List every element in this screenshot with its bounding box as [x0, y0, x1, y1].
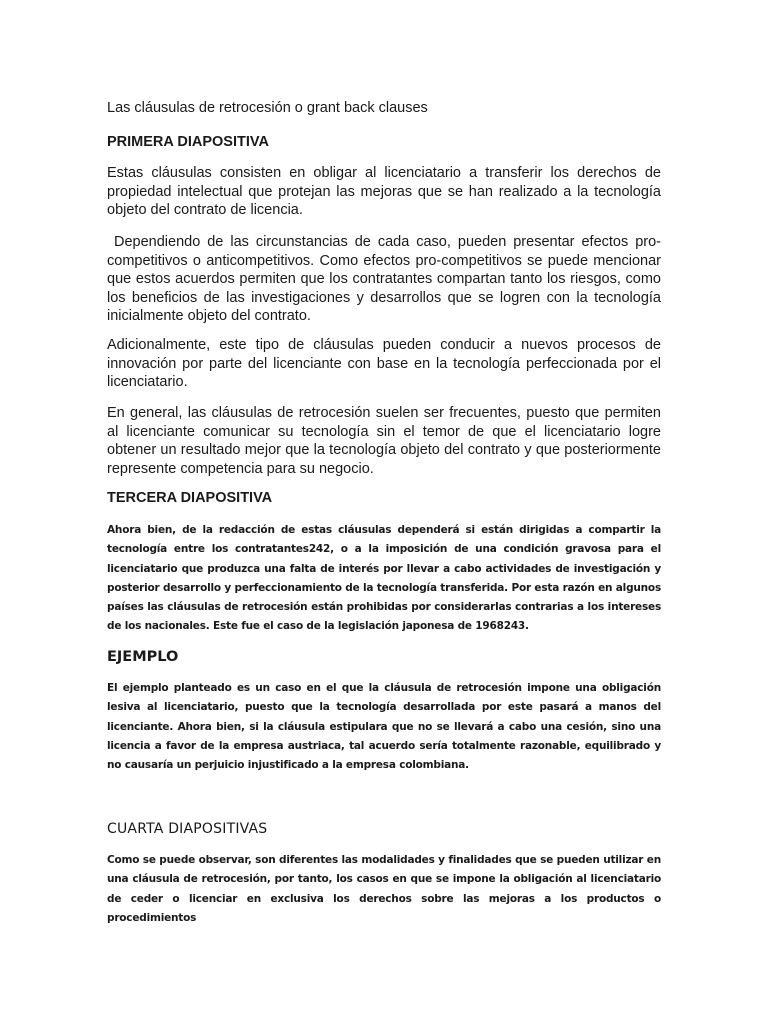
paragraph-primera-2: Dependiendo de las circunstancias de cada caso, pueden presentar efectos pro-competitivos o anticompetitivos. Como efectos pro-competitivos se puede mencionar que estos acuerdos permiten que los contratantes compartan tanto los riesgos, como los beneficios de las investigaciones y desarrollos que se logren con la tecnología inicialmente objeto del contrato. — [107, 234, 666, 324]
heading-cuarta-diapositivas: CUARTA DIAPOSITIVAS — [107, 821, 268, 837]
heading-tercera-diapositiva: TERCERA DIAPOSITIVA — [107, 490, 273, 506]
paragraph-primera-4: En general, las cláusulas de retrocesión suelen ser frecuentes, puesto que permiten al licenciante comunicar su tecnología sin el temor de que el licenciatario logre obtener un resultado mejor que la tecnología objeto del contrato y que posteriormente represente competencia para su negocio. — [107, 405, 661, 477]
paragraph-primera-1: Estas cláusulas consisten en obligar al licenciatario a transferir los derechos de propiedad intelectual que protejan las mejoras que se han realizado a la tecnología objeto del contrato de licencia. — [107, 165, 661, 218]
paragraph-cuarta-1: Como se puede observar, son diferentes las modalidades y finalidades que se pueden utilizar en una cláusula de retrocesión, por tanto, los casos en que se impone la obligación al licenciatario de ceder o licenciar en exclusiva los derechos sobre las mejoras a los productos o procedimientos — [107, 854, 661, 924]
paragraph-ejemplo-1: El ejemplo planteado es un caso en el que la cláusula de retrocesión impone una obligación lesiva al licenciatario, puesto que la tecnología desarrollada por este pasará a manos del licenciante. Ahora bien, si la cláusula estipulara que no se llevará a cabo una cesión, sino una licencia a favor de la empresa austriaca, tal acuerdo sería totalmente razonable, equilibrado y no causaría un perjuicio injustificado a la empresa colombiana. — [107, 682, 661, 772]
paragraph-primera-3: Adicionalmente, este tipo de cláusulas pueden conducir a nuevos procesos de innovación por parte del licenciante con base en la tecnología perfeccionada por el licenciatario. — [107, 337, 661, 390]
heading-primera-diapositiva: PRIMERA DIAPOSITIVA — [107, 134, 269, 150]
heading-ejemplo: EJEMPLO — [107, 649, 179, 665]
paragraph-tercera-1: Ahora bien, de la redacción de estas cláusulas dependerá si están dirigidas a compartir la tecnología entre los contratantes242, o a la imposición de una condición gravosa para el licenciatario que produzca una falta de interés por llevar a cabo actividades de investigación y posterior desarrollo y perfeccionamiento de la tecnología transferida. Por esta razón en algunos países las cláusulas de retrocesión están prohibidas por considerarlas contrarias a los intereses de los nacionales. Este fue el caso de la legislación japonesa de 1968243. — [107, 524, 661, 633]
document-title: Las cláusulas de retrocesión o grant back clauses — [107, 100, 428, 116]
